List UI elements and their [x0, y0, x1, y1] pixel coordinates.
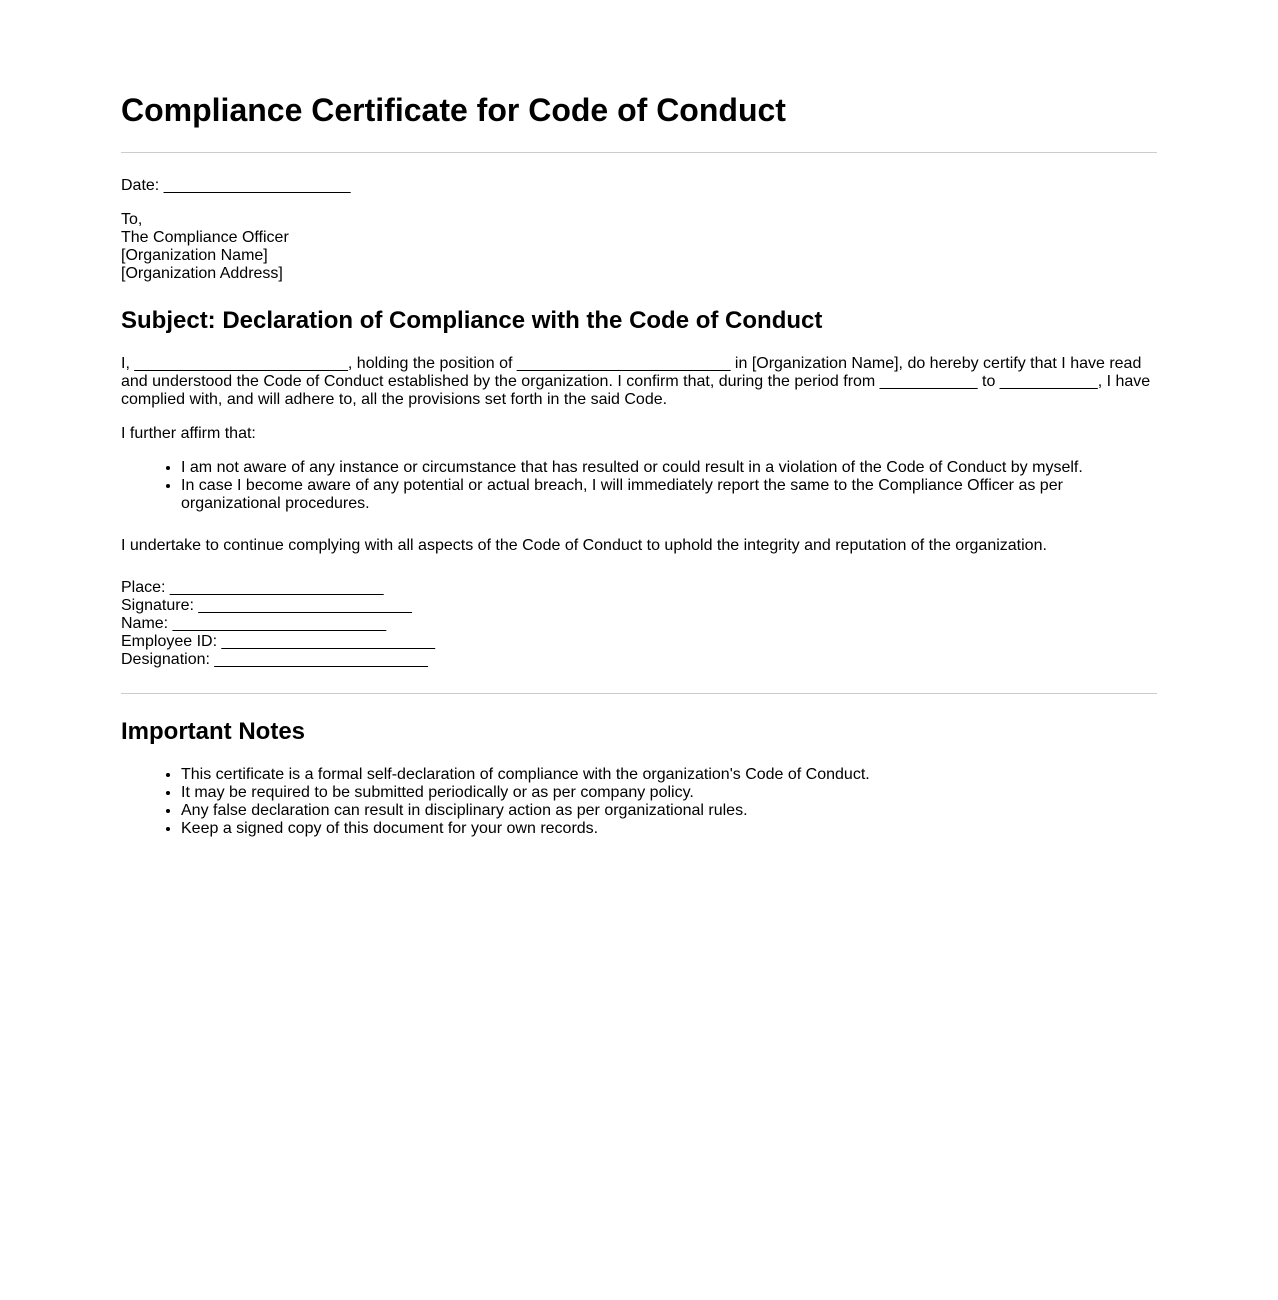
- affirmations-list: [121, 459, 1157, 513]
- notes-list-wrapper: [121, 766, 1157, 838]
- list-item: • It may be required to be submitted periodically or as per company policy.: [181, 784, 1157, 802]
- undertaking-paragraph: I undertake to continue complying with all aspects of the Code of Conduct to uphold the integrity and reputation of the organization.: [121, 537, 1047, 554]
- subject-heading: Subject: Declaration of Compliance with the Code of Conduct: [121, 307, 823, 334]
- designation-field: Designation: ________________________: [121, 651, 428, 668]
- name-field: Name: ________________________: [121, 615, 387, 632]
- notes-divider: [121, 693, 1157, 694]
- date-line: Date: _____________________: [121, 177, 351, 194]
- recipient-org-name: [Organization Name]: [121, 247, 268, 264]
- notes-section: [121, 717, 1157, 747]
- list-item: • Keep a signed copy of this document for your own records.: [181, 820, 1157, 838]
- recipient-org-address: [Organization Address]: [121, 265, 283, 282]
- list-item: • Any false declaration can result in disciplinary action as per organizational rules.: [181, 802, 1157, 820]
- recipient-address: [121, 211, 1157, 283]
- affirm-intro: I further affirm that:: [121, 425, 256, 442]
- employee-id-field: Employee ID: ________________________: [121, 633, 436, 650]
- list-item: • This certificate is a formal self-declaration of compliance with the organization's Code of Conduct.: [181, 766, 1157, 784]
- declaration-paragraph: I, ________________________, holding the position of ________________________ in [Organization Name], do hereby certify that I have read and understood the Code of Conduct established by the organization. I confirm that, during the period from ___________ to ___________, I have complied with, and will adhere to, all the provisions set forth in the said Code.: [121, 355, 1151, 408]
- recipient-officer: The Compliance Officer: [121, 229, 289, 246]
- declaration-section: [121, 355, 1157, 409]
- list-item: • I am not aware of any instance or circumstance that has resulted or could result in a violation of the Code of Conduct by myself.: [181, 459, 1157, 477]
- signature-field: Signature: ________________________: [121, 597, 412, 614]
- signature-block: [121, 579, 1157, 669]
- notes-heading: Important Notes: [121, 718, 306, 745]
- subject-section: [121, 306, 1157, 336]
- notes-list: [121, 766, 1157, 838]
- list-item: • In case I become aware of any potential or actual breach, I will immediately report the same to the Compliance Officer as per organizational procedures.: [181, 477, 1157, 513]
- affirmations-section: [121, 459, 1157, 513]
- title-divider: [121, 152, 1157, 153]
- recipient-to: To,: [121, 211, 143, 228]
- page-title: Compliance Certificate for Code of Conduct: [121, 92, 786, 128]
- place-field: Place: ________________________: [121, 579, 384, 596]
